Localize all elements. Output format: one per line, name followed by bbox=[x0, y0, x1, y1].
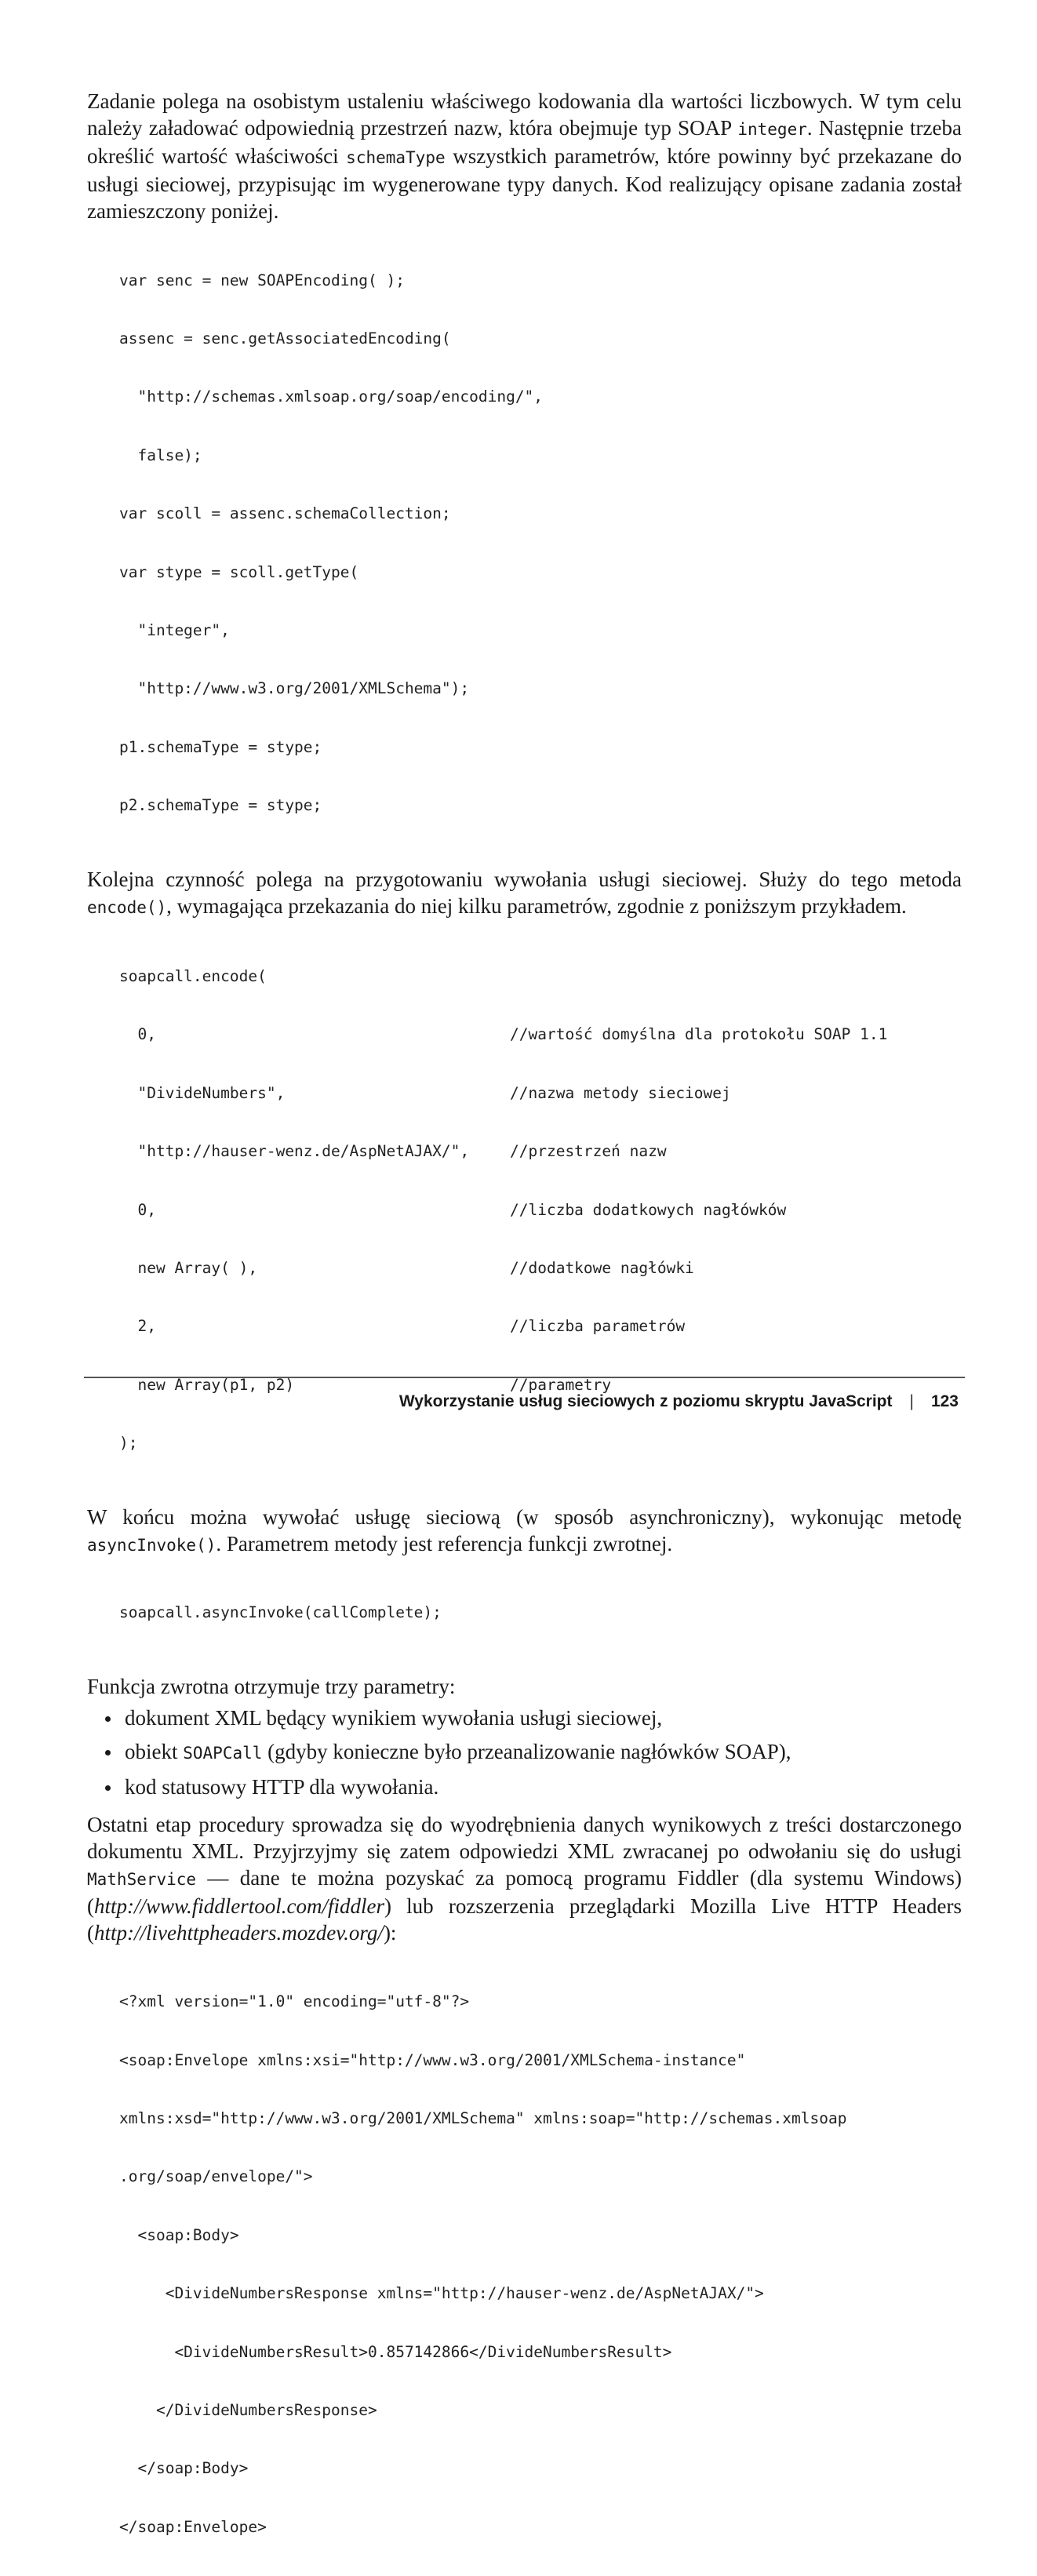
code-line: "http://www.w3.org/2001/XMLSchema"); bbox=[119, 679, 470, 698]
list-item-text: (gdyby konieczne było przeanalizowanie nagłówków SOAP), bbox=[262, 1739, 791, 1763]
code-comment: //wartość domyślna dla protokołu SOAP 1.1 bbox=[510, 1025, 888, 1044]
text-span: Ostatni etap procedury sprowadza się do wyodrębnienia danych wynikowych z treści dostarczonego dokumentu XML. Przyjrzyjmy się zatem odpowiedzi XML zwracanej po odwołaniu się do usługi bbox=[87, 1812, 962, 1863]
code-line: var senc = new SOAPEncoding( ); bbox=[119, 271, 405, 289]
code-line: false); bbox=[119, 446, 202, 464]
list-item bbox=[87, 1705, 962, 1731]
code-comment: //liczba parametrów bbox=[510, 1317, 686, 1336]
code-text: 0, bbox=[119, 1025, 156, 1044]
paragraph-xml-response bbox=[87, 1811, 962, 1946]
page-footer bbox=[399, 1392, 959, 1411]
code-line: p2.schemaType = stype; bbox=[119, 796, 322, 815]
list-item bbox=[87, 1738, 962, 1766]
code-line: p1.schemaType = stype; bbox=[119, 737, 322, 756]
code-line: <soap:Body> bbox=[119, 2225, 239, 2244]
bullet-icon bbox=[105, 1716, 111, 1722]
footer-divider bbox=[84, 1377, 965, 1378]
code-line: </soap:Body> bbox=[119, 2459, 249, 2478]
page-content bbox=[87, 88, 962, 2576]
bullet-icon bbox=[105, 1785, 111, 1791]
code-comment: //przestrzeń nazw bbox=[510, 1142, 667, 1161]
code-line: <?xml version="1.0" encoding="utf-8"?> bbox=[119, 1992, 470, 2011]
code-line: <DivideNumbersResponse xmlns="http://hauser-wenz.de/AspNetAJAX/"> bbox=[119, 2284, 764, 2303]
text-span: W końcu można wywołać usługę sieciową (w sposób asynchroniczny), wykonując metodę bbox=[87, 1504, 962, 1529]
code-line bbox=[119, 1434, 962, 1454]
text-span: Kolejna czynność polega na przygotowaniu wywołania usługi sieciowej. Służy do tego metoda bbox=[87, 867, 962, 891]
text-span: ): bbox=[383, 1920, 397, 1945]
text-span: . Parametrem metody jest referencja funkcji zwrotnej. bbox=[216, 1531, 673, 1555]
paragraph-async-invoke bbox=[87, 1504, 962, 1559]
code-text: ); bbox=[119, 1434, 138, 1453]
code-block-async-invoke bbox=[119, 1565, 962, 1662]
inline-code: schemaType bbox=[346, 148, 446, 167]
code-line: assenc = senc.getAssociatedEncoding( bbox=[119, 329, 451, 347]
text-span: — dane te można pozyskać za pomocą programu Fiddler (dla systemu Windows) ( bbox=[87, 1865, 962, 1918]
livehttpheaders-link[interactable]: http://livehttpheaders.mozdev.org/ bbox=[94, 1920, 384, 1945]
text-span: ) lub rozszerzenia przeglądarki Mozilla Live HTTP Headers ( bbox=[87, 1894, 962, 1945]
list-item-text: obiekt bbox=[125, 1739, 184, 1763]
code-line: "integer", bbox=[119, 620, 230, 639]
code-line bbox=[119, 1201, 962, 1221]
code-line: soapcall.asyncInvoke(callComplete); bbox=[119, 1603, 442, 1622]
bullet-icon bbox=[105, 1750, 111, 1756]
callback-params-list bbox=[87, 1705, 962, 1800]
fiddler-link[interactable]: http://www.fiddlertool.com/fiddler bbox=[94, 1894, 384, 1918]
text-span: , wymagająca przekazania do niej kilku parametrów, zgodnie z poniższym przykładem. bbox=[166, 893, 907, 918]
list-item-text: kod statusowy HTTP dla wywołania. bbox=[125, 1774, 439, 1799]
code-line bbox=[119, 1084, 962, 1104]
code-line: <soap:Envelope xmlns:xsi="http://www.w3.org/2001/XMLSchema-instance" bbox=[119, 2050, 746, 2069]
code-text: new Array(p1, p2) bbox=[119, 1375, 295, 1394]
inline-code: SOAPCall bbox=[183, 1743, 263, 1763]
list-item bbox=[87, 1774, 962, 1800]
code-line bbox=[119, 1317, 962, 1337]
text-span: wszystkich parametrów, które powinny być przekazane do usługi sieciowej, przypisując im wygenerowane typy danych. Kod realizujący opisane zadania został zamieszczony poniżej. bbox=[87, 144, 962, 223]
code-line bbox=[119, 1259, 962, 1279]
code-comment: //parametry bbox=[510, 1375, 612, 1394]
code-block-encoding bbox=[119, 232, 962, 855]
running-title: Wykorzystanie usług sieciowych z poziomu skryptu JavaScript bbox=[398, 1392, 893, 1410]
inline-code: MathService bbox=[87, 1869, 197, 1889]
code-text: "DivideNumbers", bbox=[119, 1083, 286, 1102]
code-line: <DivideNumbersResult>0.857142866</DivideNumbersResult> bbox=[119, 2342, 672, 2361]
inline-code: encode() bbox=[87, 897, 167, 917]
code-line bbox=[119, 1025, 962, 1045]
paragraph-encode-method bbox=[87, 866, 962, 921]
inline-code: asyncInvoke() bbox=[87, 1535, 216, 1555]
code-line: </DivideNumbersResponse> bbox=[119, 2400, 377, 2419]
text-span: Zadanie polega na osobistym ustaleniu właściwego kodowania dla wartości liczbowych. W tym celu należy załadować odpowiednią przestrzeń nazw, która obejmuje typ SOAP bbox=[87, 89, 962, 140]
paragraph-callback-params: Funkcja zwrotna otrzymuje trzy parametry: bbox=[87, 1674, 456, 1698]
code-line: var stype = scoll.getType( bbox=[119, 562, 359, 581]
list-item-text: dokument XML będący wynikiem wywołania usługi sieciowej, bbox=[125, 1705, 663, 1730]
code-block-xml-response bbox=[119, 1954, 962, 2576]
code-line: .org/soap/envelope/"> bbox=[119, 2167, 313, 2186]
page-number: 123 bbox=[930, 1392, 959, 1410]
code-text: 2, bbox=[119, 1317, 156, 1336]
code-line: var scoll = assenc.schemaCollection; bbox=[119, 504, 451, 523]
code-line bbox=[119, 967, 962, 987]
inline-code: integer bbox=[737, 120, 807, 139]
footer-separator: | bbox=[909, 1392, 914, 1410]
code-line bbox=[119, 1142, 962, 1162]
code-comment: //liczba dodatkowych nagłówków bbox=[510, 1200, 787, 1219]
code-line: </soap:Envelope> bbox=[119, 2517, 267, 2536]
paragraph-encoding-intro bbox=[87, 88, 962, 224]
code-text: new Array( ), bbox=[119, 1259, 258, 1278]
code-comment: //nazwa metody sieciowej bbox=[510, 1083, 731, 1102]
code-line: xmlns:xsd="http://www.w3.org/2001/XMLSchema" xmlns:soap="http://schemas.xmlsoap bbox=[119, 2108, 847, 2127]
code-comment: //dodatkowe nagłówki bbox=[510, 1259, 694, 1278]
text-span: . Następnie trzeba określić wartość właściwości bbox=[87, 116, 962, 168]
code-text: "http://hauser-wenz.de/AspNetAJAX/", bbox=[119, 1142, 470, 1161]
code-text: 0, bbox=[119, 1200, 156, 1219]
code-line: "http://schemas.xmlsoap.org/soap/encoding/", bbox=[119, 387, 544, 406]
code-text: soapcall.encode( bbox=[119, 967, 267, 986]
